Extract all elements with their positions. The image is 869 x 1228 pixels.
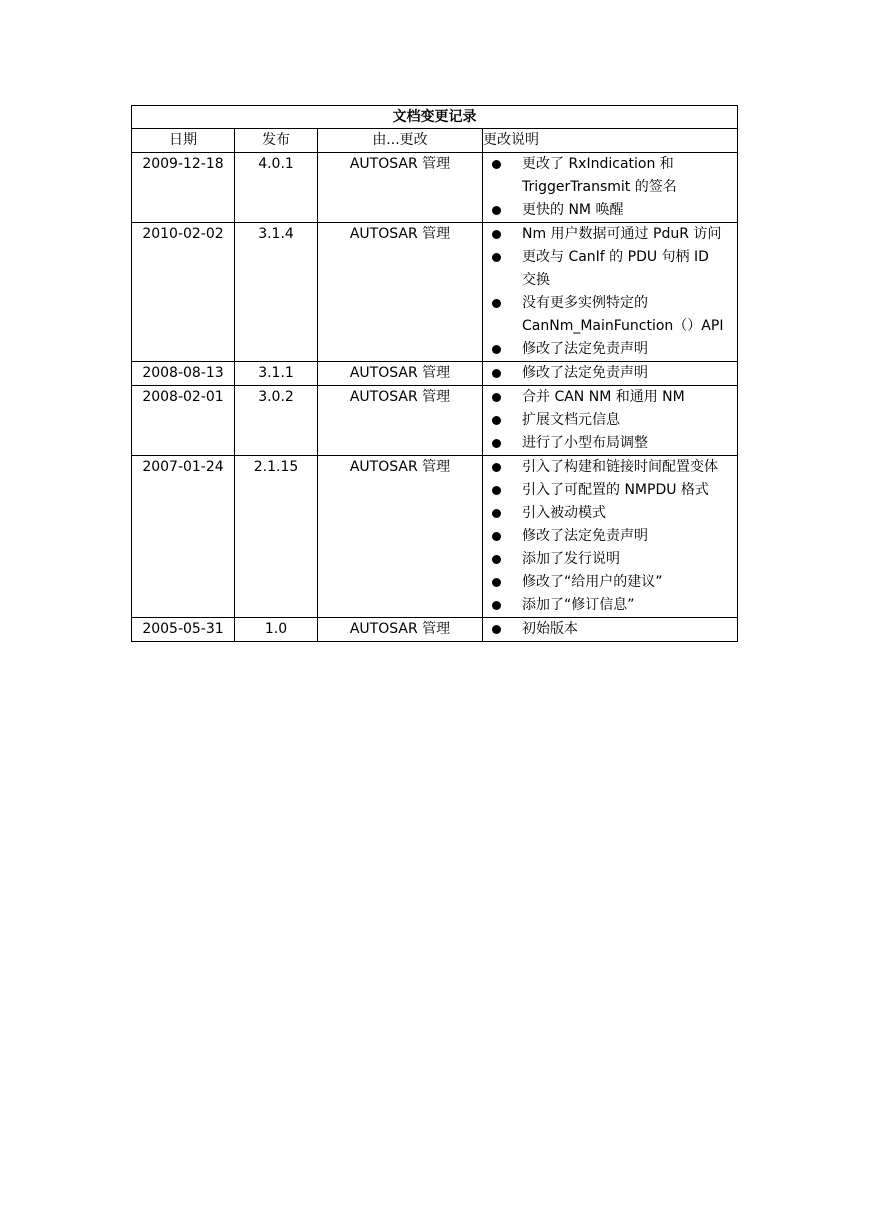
change-item <box>483 409 737 432</box>
row-changed-by: AUTOSAR 管理 <box>318 386 483 456</box>
change-item <box>483 571 737 594</box>
table-title-row <box>132 106 738 129</box>
row-version: 2.1.15 <box>235 456 318 618</box>
table-row <box>132 456 738 618</box>
bullet-icon <box>492 393 501 402</box>
change-list <box>483 618 737 641</box>
header-description: 更改说明 <box>483 129 738 153</box>
row-description <box>483 153 738 223</box>
change-text: 合并 CAN NM 和通用 NM <box>522 389 685 405</box>
row-description <box>483 618 738 642</box>
change-text: 进行了小型布局调整 <box>522 435 648 451</box>
bullet-icon <box>492 416 501 425</box>
change-item <box>483 246 737 292</box>
bullet-icon <box>492 509 501 518</box>
table-row <box>132 386 738 456</box>
change-text: 修改了法定免责声明 <box>522 365 648 381</box>
bullet-icon <box>492 206 501 215</box>
row-version: 3.1.4 <box>235 223 318 362</box>
change-history-table <box>131 105 738 642</box>
row-date: 2007-01-24 <box>132 456 235 618</box>
table-header-row <box>132 129 738 153</box>
table-body <box>132 153 738 642</box>
change-list <box>483 456 737 617</box>
table-title: 文档变更记录 <box>132 106 738 129</box>
bullet-icon <box>492 160 501 169</box>
change-text: 修改了“给用户的建议” <box>522 574 663 590</box>
bullet-icon <box>492 345 501 354</box>
change-list <box>483 362 737 385</box>
change-item <box>483 618 737 641</box>
bullet-icon <box>492 463 501 472</box>
row-version: 4.0.1 <box>235 153 318 223</box>
row-date: 2005-05-31 <box>132 618 235 642</box>
table-row <box>132 362 738 386</box>
header-version: 发布 <box>235 129 318 153</box>
change-text: 引入了可配置的 NMPDU 格式 <box>522 482 709 498</box>
change-item <box>483 153 737 199</box>
row-description <box>483 456 738 618</box>
table-row <box>132 618 738 642</box>
table-row <box>132 223 738 362</box>
row-version: 3.1.1 <box>235 362 318 386</box>
row-changed-by: AUTOSAR 管理 <box>318 223 483 362</box>
change-text: 添加了发行说明 <box>522 551 620 567</box>
row-description <box>483 223 738 362</box>
change-item <box>483 502 737 525</box>
row-changed-by: AUTOSAR 管理 <box>318 362 483 386</box>
row-date: 2010-02-02 <box>132 223 235 362</box>
row-date: 2008-08-13 <box>132 362 235 386</box>
change-text: 没有更多实例特定的 CanNm_MainFunction（）API <box>522 295 724 334</box>
change-text: 更改与 CanIf 的 PDU 句柄 ID 交换 <box>522 249 709 288</box>
change-text: 扩展文档元信息 <box>522 412 620 428</box>
change-item <box>483 525 737 548</box>
change-item <box>483 292 737 338</box>
change-item <box>483 199 737 222</box>
change-item <box>483 548 737 571</box>
change-item <box>483 432 737 455</box>
change-item <box>483 594 737 617</box>
change-list <box>483 223 737 361</box>
bullet-icon <box>492 486 501 495</box>
row-description <box>483 362 738 386</box>
row-changed-by: AUTOSAR 管理 <box>318 456 483 618</box>
bullet-icon <box>492 253 501 262</box>
bullet-icon <box>492 439 501 448</box>
change-text: 更快的 NM 唤醒 <box>522 202 624 218</box>
bullet-icon <box>492 601 501 610</box>
bullet-icon <box>492 555 501 564</box>
row-changed-by: AUTOSAR 管理 <box>318 618 483 642</box>
bullet-icon <box>492 532 501 541</box>
row-version: 1.0 <box>235 618 318 642</box>
row-date: 2009-12-18 <box>132 153 235 223</box>
change-text: Nm 用户数据可通过 PduR 访问 <box>522 226 722 242</box>
change-list <box>483 153 737 222</box>
change-item <box>483 338 737 361</box>
row-date: 2008-02-01 <box>132 386 235 456</box>
change-text: 修改了法定免责声明 <box>522 528 648 544</box>
change-text: 初始版本 <box>522 621 578 637</box>
change-text: 更改了 RxIndication 和 TriggerTransmit 的签名 <box>522 156 677 195</box>
bullet-icon <box>492 299 501 308</box>
bullet-icon <box>492 578 501 587</box>
change-item <box>483 362 737 385</box>
change-item <box>483 456 737 479</box>
row-version: 3.0.2 <box>235 386 318 456</box>
change-item <box>483 479 737 502</box>
row-description <box>483 386 738 456</box>
header-date: 日期 <box>132 129 235 153</box>
change-text: 引入被动模式 <box>522 505 606 521</box>
row-changed-by: AUTOSAR 管理 <box>318 153 483 223</box>
header-changed-by: 由...更改 <box>318 129 483 153</box>
change-text: 添加了“修订信息” <box>522 597 635 613</box>
change-item <box>483 223 737 246</box>
change-text: 引入了构建和链接时间配置变体 <box>522 459 718 475</box>
change-text: 修改了法定免责声明 <box>522 341 648 357</box>
bullet-icon <box>492 230 501 239</box>
change-list <box>483 386 737 455</box>
change-item <box>483 386 737 409</box>
bullet-icon <box>492 625 501 634</box>
table-row <box>132 153 738 223</box>
bullet-icon <box>492 369 501 378</box>
